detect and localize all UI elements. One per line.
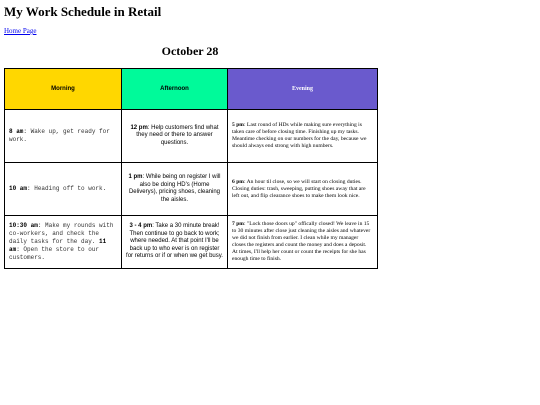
task-text: : Wake up, get ready for work. (9, 128, 110, 143)
evening-cell (228, 216, 378, 269)
task-text: : Help customers find what they need or there to answer questions. (136, 124, 219, 146)
time-label: 1 pm (128, 174, 143, 180)
morning-cell (5, 216, 122, 269)
time-label: 7 pm (232, 221, 244, 227)
time-label: 10 am (9, 185, 28, 192)
page-title: My Work Schedule in Retail (4, 4, 162, 19)
afternoon-cell (122, 216, 228, 269)
time-label: 10:30 am (9, 222, 38, 229)
time-label: 11 am (9, 238, 107, 253)
task-text: : "Lock those doors up" offically closed! We leave in 15 to 30 minutes after close just cleaning the aisles and whatever we did not finish from earlier. I clean while my manager closes the registers and count the money and does a deposit. At times, I'll help her count or count the receipts for she has enough time to finish. (232, 221, 371, 262)
afternoon-cell (122, 110, 228, 163)
morning-cell (5, 110, 122, 163)
evening-cell (228, 163, 378, 216)
task-text: : Last round of HDs while making sure everything is taken care of before closing time. Finishing up my tasks. Meantime checking on our numbers for the day, because we should always end strong with high numbers. (232, 122, 367, 149)
time-label: 6 pm (232, 178, 244, 185)
header-afternoon: Afternoon (122, 69, 228, 110)
time-label: 8 am (9, 128, 24, 135)
morning-cell (5, 163, 122, 216)
task-text: : An hour til close, so we will start on closing duties. Closing duties: trash, sweeping, putting shoes away that are left out, and flip clearance shoes to make them look nice. (232, 178, 366, 199)
table-row (5, 216, 378, 269)
table-row (5, 110, 378, 163)
date-heading: October 28 (161, 44, 219, 58)
header-morning: Morning (5, 69, 122, 110)
home-page-link[interactable]: Home Page (4, 27, 37, 35)
header-evening: Evening (228, 69, 378, 110)
table-row (5, 163, 378, 216)
afternoon-cell (122, 163, 228, 216)
time-label: 12 pm (130, 124, 148, 131)
task-text: : While being on register I will also be doing HD's (Home Deliverys), pricing shoes, cleaning the aisles. (128, 174, 221, 203)
task-text: : Open the store to our customers. (9, 246, 100, 261)
evening-cell (228, 110, 378, 163)
task-text: : Take a 30 minute break! Then continue to go back to work; where needed. At that point I'll be back up to who ever is on register for returns or if or when we get busy. (126, 223, 223, 260)
time-label: 5 pm (232, 122, 244, 128)
schedule-table (4, 68, 378, 269)
task-text: : Heading off to work. (27, 185, 107, 192)
table-header-row (5, 69, 378, 110)
task-text: : Make my rounds with co-workers, and check the daily tasks for the day. (9, 222, 114, 245)
time-label: 3 - 4 pm (129, 223, 153, 230)
